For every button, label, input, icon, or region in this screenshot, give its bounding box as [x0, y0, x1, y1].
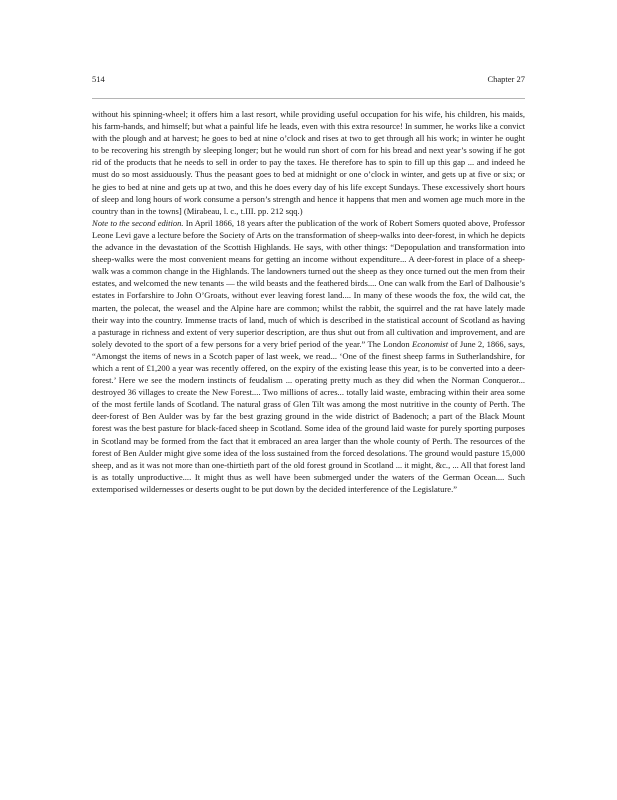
note-text-part2: of June 2, 1866, says, “Amongst the items of news in a Scotch paper of last week, we read... ‘One of the finest sheep farms in Sutherlandshire, for which a rent of £1,200 a year was recently offered, on the expiry of the existing lease this year, is to be converted into a deer-forest.’ Here we see the modern instincts of feudalism ... operating pretty much as they did when the Norman Conqueror... destroyed 36 villages to create the New Forest.... Two millions of acres... totally laid waste, embracing within their area some of the most fertile lands of Scotland. The natural grass of Glen Tilt was among the most nutritive in the county of Perth. The deer-forest of Ben Aulder was by far the best grazing ground in the wide district of Badenoch; a part of the Black Mount forest was the best pasture for black-faced sheep in Scotland. Some idea of the ground laid waste for purely sporting purposes in Scotland may be formed from the fact that it embraced an area larger than the whole county of Perth. The resources of the forest of Ben Aulder might give some idea of the loss sustained from the forced desolations. The ground would pasture 15,000 sheep, and as it was not more than one-thirtieth part of the old forest ground in Scotland ... it might, &c., ... All that forest land is as totally unproductive.... It might thus as well have been submerged under the waters of the German Ocean.... Such extemporised wildernesses or deserts ought to be put down by the decided interference of the Legislature.” [92, 338, 526, 494]
note-text-part1: In April 1866, 18 years after the publication of the work of Robert Somers quoted above, Professor Leone Levi gave a lecture before the Society of Arts on the transformation of sheep-walks into deer-forest, in which he depicts the advance in the devastation of the Scottish Highlands. He says, with other things: “Depopulation and transformation into sheep-walks were the most convenient means for getting an income without expenditure... A deer-forest in place of a sheep-walk was a common change in the Highlands. The landowners turned out the sheep as they once turned out the men from their estates, and welcomed the new tenants — the wild beasts and the feathered birds.... One can walk from the Earl of Dalhousie’s estates in Forfarshire to John O’Groats, without ever leaving forest land.... In many of these woods the fox, the wild cat, the marten, the polecat, the weasel and the Alpine hare are common; whilst the rabbit, the squirrel and the rat have lately made their way into the country. Immense tracts of land, much of which is described in the statistical account of Scotland as having a pasturage in richness and extent of very superior description, are thus shut out from all cultivation and improvement, and are solely devoted to the sport of a few persons for a very brief period of the year.” The London [92, 217, 525, 349]
economist-title: Economist [412, 338, 449, 349]
paragraph-note [92, 217, 525, 495]
paragraph-continued: without his spinning-wheel; it offers him a last resort, while providing useful occupation for his wife, his children, his maids, his farm-hands, and himself; but what a painful life he leads, even with this extra resource! In summer, he works like a convict with the plough and at harvest; he goes to bed at nine o’clock and rises at two to get through all his work; in winter he ought to be recovering his strength by sleeping longer; but he would run short of corn for his bread and next year’s sowing if he got rid of the products that he needs to sell in order to pay the taxes. He therefore has to spin to fill up this gap ... and indeed he must do so most assiduously. Thus the peasant goes to bed at midnight or one o’clock in winter, and gets up at five or six; or he gies to bed at nine and gets up at two, and this he does every day of his life except Sundays. These excessively short hours of sleep and long hours of work consume a person’s strength and hence it happens that men and women age much more in the country than in the towns] (Mirabeau, l. c., t.III. pp. 212 sqq.) [92, 109, 525, 216]
note-label: Note to the second edition. [92, 217, 184, 228]
chapter-label: Chapter 27 [487, 74, 525, 84]
page-number: 514 [92, 74, 105, 84]
running-header [92, 72, 525, 86]
body-text [92, 108, 525, 495]
header-rule [92, 98, 525, 99]
